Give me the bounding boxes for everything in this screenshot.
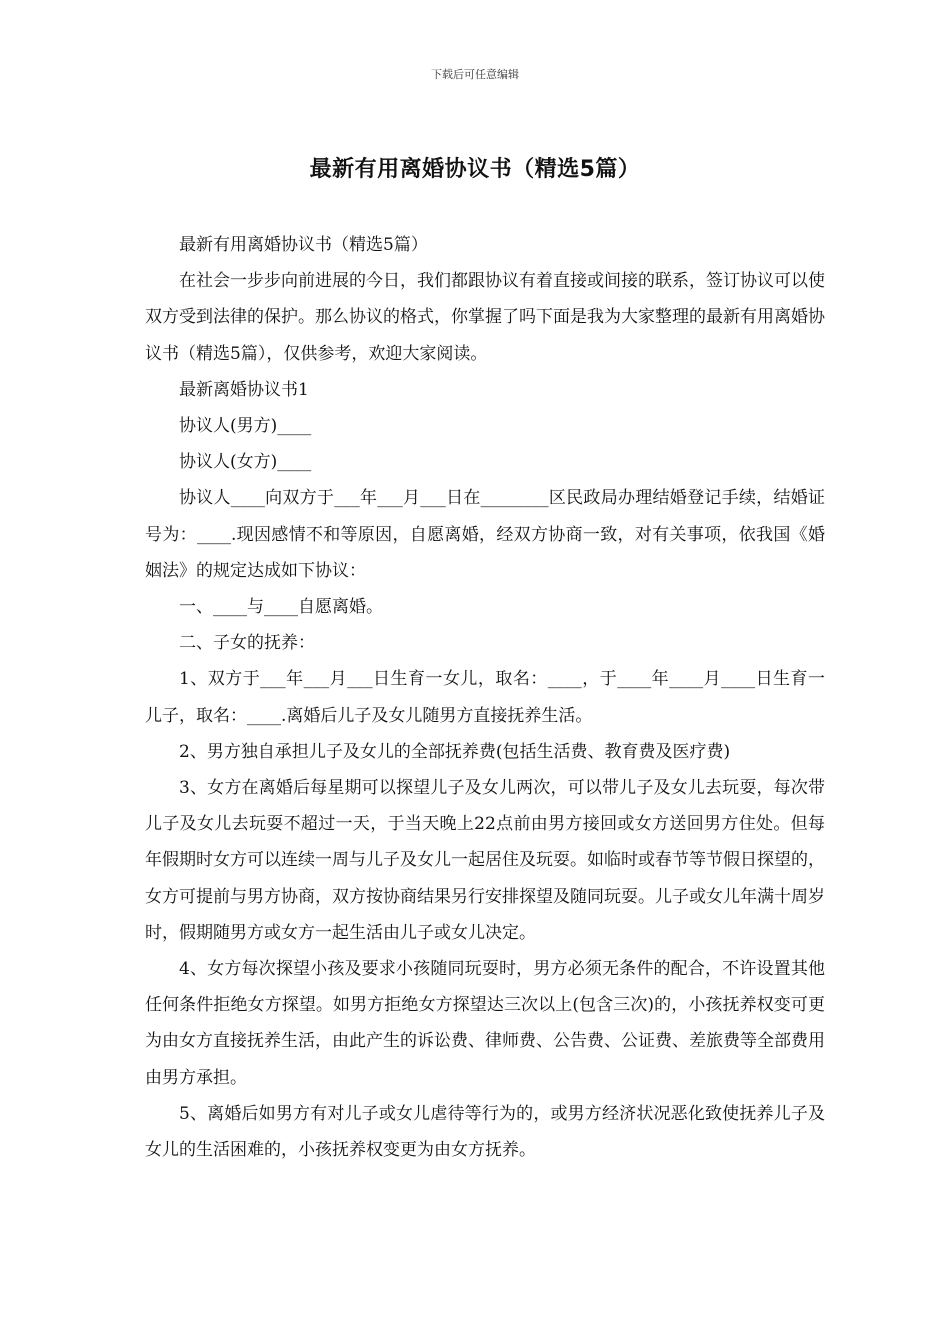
body-paragraph: 1、双方于___年___月___日生育一女儿，取名：____，于____年____月____日生育一儿子，取名：____.离婚后儿子及女儿随男方直接抚养生活。 (145, 669, 825, 726)
body-paragraph: 3、女方在离婚后每星期可以探望儿子及女儿两次，可以带儿子及女儿去玩耍，每次带儿子及女儿去玩耍不超过一天，于当天晚上22点前由男方接回或女方送回男方住处。但每年假期时女方可以连续一周与儿子及女儿一起居住及玩耍。如临时或春节等节假日探望的，女方可提前与男方协商，双方按协商结果另行安排探望及随同玩耍。儿子或女儿年满十周岁时，假期随男方或女方一起生活由儿子或女儿决定。 (145, 778, 825, 943)
body-paragraph: 协议人____向双方于___年___月___日在________区民政局办理结婚登记手续，结婚证号为：____.现因感情不和等原因，自愿离婚，经双方协商一致，对有关事项，依我国《婚姻法》的规定达成如下协议： (145, 488, 825, 581)
body-paragraph: 二、子女的抚养： (179, 633, 315, 654)
body-paragraph: 在社会一步步向前进展的今日，我们都跟协议有着直接或间接的联系，签订协议可以使双方受到法律的保护。那么协议的格式，你掌握了吗下面是我为大家整理的最新有用离婚协议书（精选5篇），仅供参考，欢迎大家阅读。 (145, 271, 825, 364)
body-paragraph: 2、男方独自承担儿子及女儿的全部抚养费(包括生活费、教育费及医疗费) (179, 741, 731, 762)
body-paragraph: 一、____与____自愿离婚。 (179, 597, 383, 618)
document-body (145, 227, 825, 1168)
body-paragraph: 协议人(男方)____ (179, 416, 312, 437)
body-paragraph: 4、女方每次探望小孩及要求小孩随同玩耍时，男方必须无条件的配合，不许设置其他任何条件拒绝女方探望。如男方拒绝女方探望达三次以上(包含三次)的，小孩抚养权变可更为由女方直接抚养生活，由此产生的诉讼费、律师费、公告费、公证费、差旅费等全部费用由男方承担。 (145, 959, 825, 1088)
document-title: 最新有用离婚协议书（精选5篇） (309, 157, 641, 182)
body-paragraph: 5、离婚后如男方有对儿子或女儿虐待等行为的，或男方经济状况恶化致使抚养儿子及女儿的生活困难的，小孩抚养权变更为由女方抚养。 (145, 1103, 825, 1161)
body-paragraph: 最新有用离婚协议书（精选5篇） (179, 235, 428, 255)
body-paragraph: 协议人(女方)____ (179, 452, 312, 473)
body-paragraph: 最新离婚协议书1 (179, 379, 309, 400)
page-header-note: 下载后可任意编辑 (431, 68, 519, 81)
